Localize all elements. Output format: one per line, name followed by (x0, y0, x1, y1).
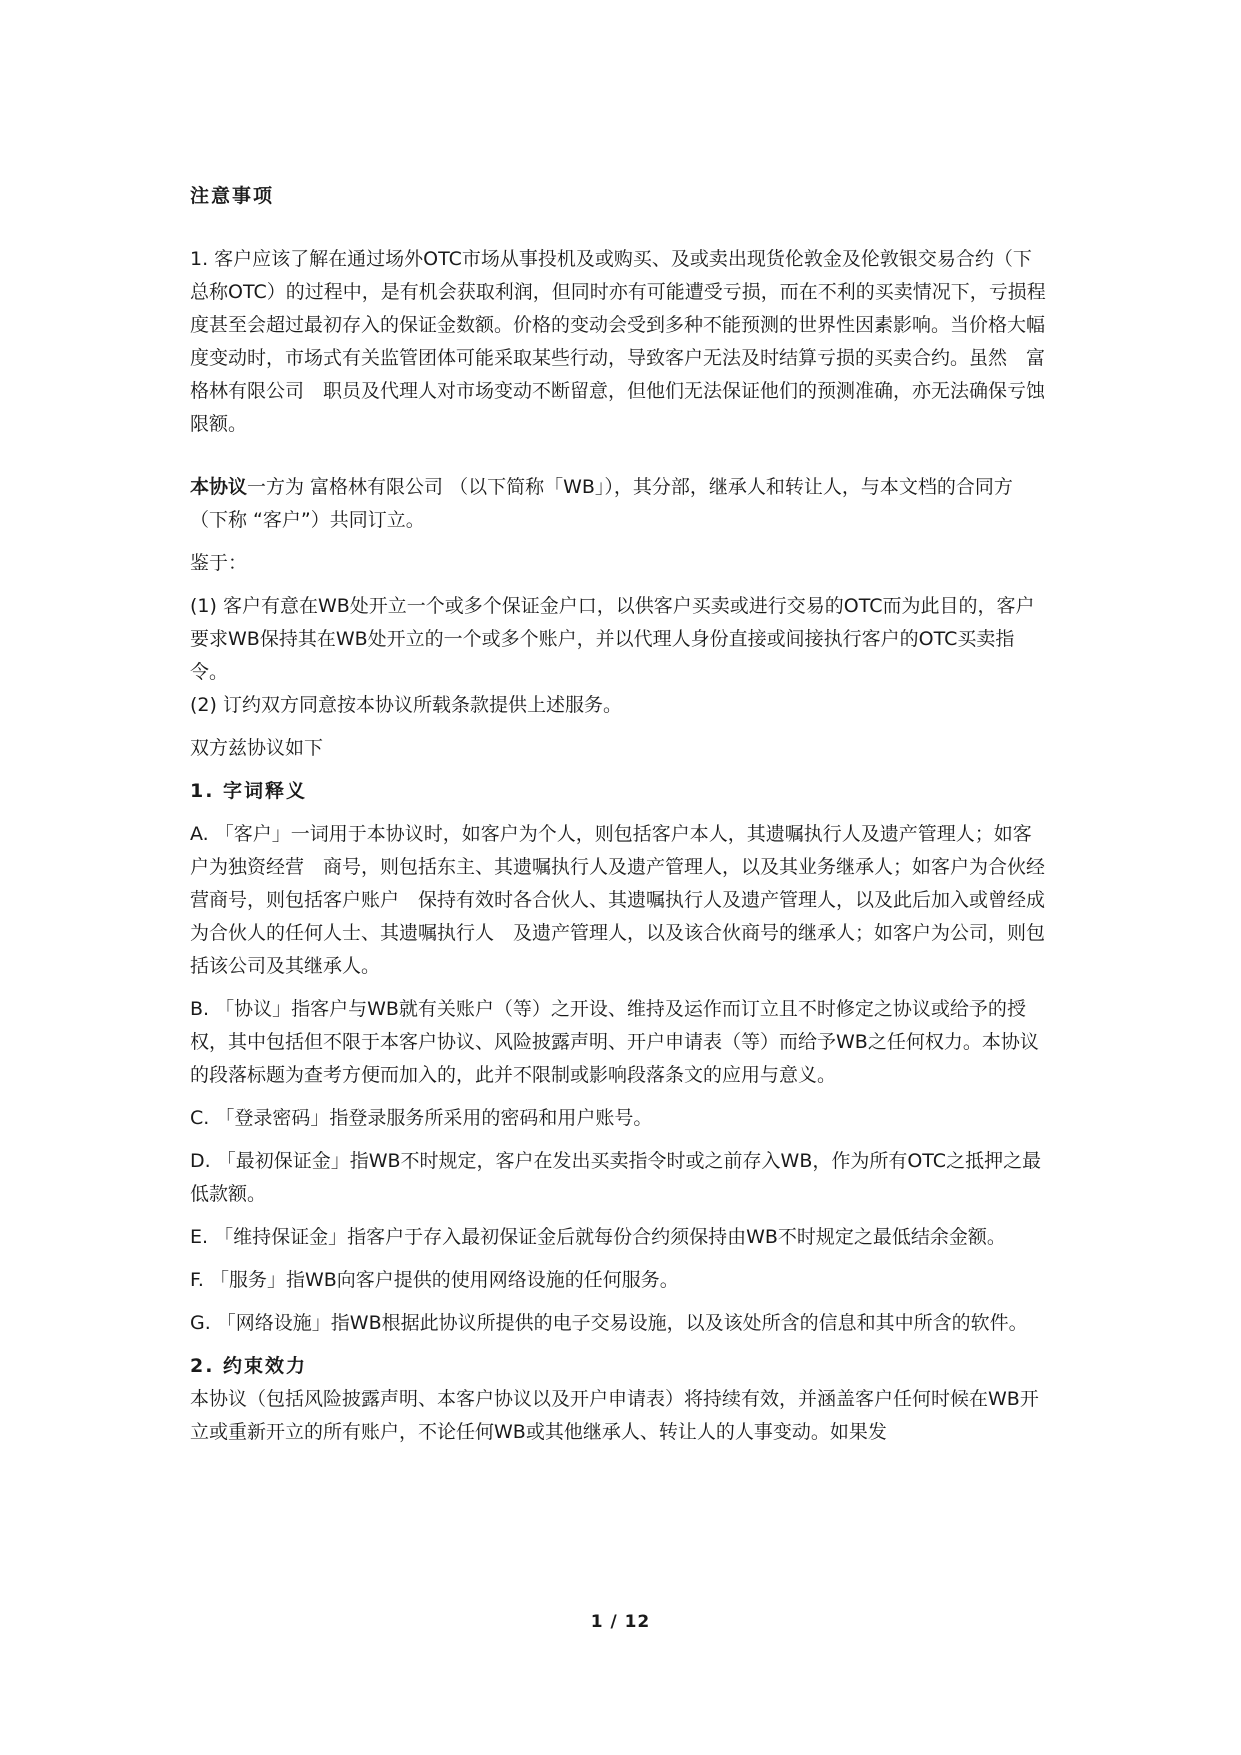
definition-a: A. 「客户」一词用于本协议时，如客户为个人，则包括客户本人，其遗嘱执行人及遗产管理人；如客户为独资经营 商号，则包括东主、其遗嘱执行人及遗产管理人，以及其业务继承人；如客户为合伙经营商号，则包括客户账户 保持有效时各合伙人、其遗嘱执行人及遗产管理人，以及此后加入或曾经成为合伙人的任何人士、其遗嘱执行人 及遗产管理人，以及该合伙商号的继承人；如客户为公司，则包括该公司及其继承人。 (190, 823, 1046, 977)
section-2-title: 2. 约束效力 (190, 1355, 308, 1377)
section-2-text: 本协议（包括风险披露声明、本客户协议以及开户申请表）将持续有效，并涵盖客户任何时候在WB开立或重新开立的所有账户，不论任何WB或其他继承人、转让人的人事变动。如果发 (190, 1388, 1039, 1443)
agreement-intro (190, 471, 1050, 537)
definition-g: G. 「网络设施」指WB根据此协议所提供的电子交易设施，以及该处所含的信息和其中所含的软件。 (190, 1312, 1028, 1334)
definition-f: F. 「服务」指WB向客户提供的使用网络设施的任何服务。 (190, 1269, 679, 1291)
definition-b: B. 「协议」指客户与WB就有关账户（等）之开设、维持及运作而订立且不时修定之协议或给予的授权，其中包括但不限于本客户协议、风险披露声明、开户申请表（等）而给予WB之任何权力。本协议的段落标题为查考方便而加入的，此并不限制或影响段落条文的应用与意义。 (190, 998, 1039, 1086)
notice-paragraph: 1. 客户应该了解在通过场外OTC市场从事投机及或购买、及或卖出现货伦敦金及伦敦银交易合约（下总称OTC）的过程中，是有机会获取利润，但同时亦有可能遭受亏损，而在不利的买卖情况下，亏损程度甚至会超过最初存入的保证金数额。价格的变动会受到多种不能预测的世界性因素影响。当价格大幅度变动时，市场式有关监管团体可能采取某些行动，导致客户无法及时结算亏损的买卖合约。虽然 富格林有限公司 职员及代理人对市场变动不断留意，但他们无法保证他们的预测准确，亦无法确保亏蚀限额。 (190, 248, 1046, 435)
recital-2: (2) 订约双方同意按本协议所载条款提供上述服务。 (190, 694, 622, 716)
page-number: 1 / 12 (590, 1612, 651, 1632)
whereas-label: 鉴于： (190, 552, 248, 574)
definition-e: E. 「维持保证金」指客户于存入最初保证金后就每份合约须保持由WB不时规定之最低结余金额。 (190, 1226, 1006, 1248)
notice-title: 注意事项 (190, 185, 275, 207)
definition-c: C. 「登录密码」指登录服务所采用的密码和用户账号。 (190, 1107, 653, 1129)
agreement-intro-text: 一方为 富格林有限公司 （以下简称「WB」），其分部，继承人和转让人，与本文档的合同方（下称 “客户”）共同订立。 (190, 476, 1013, 531)
recital-1: (1) 客户有意在WB处开立一个或多个保证金户口，以供客户买卖或进行交易的OTC而为此目的，客户要求WB保持其在WB处开立的一个或多个账户，并以代理人身份直接或间接执行客户的OTC买卖指令。 (190, 595, 1035, 683)
definition-d: D. 「最初保证金」指WB不时规定，客户在发出买卖指令时或之前存入WB，作为所有OTC之抵押之最低款额。 (190, 1150, 1042, 1205)
agreement-intro-bold: 本协议 (190, 476, 248, 498)
document-body (190, 180, 1050, 1449)
section-1-title: 1. 字词释义 (190, 780, 308, 802)
agreed-statement: 双方兹协议如下 (190, 737, 324, 759)
